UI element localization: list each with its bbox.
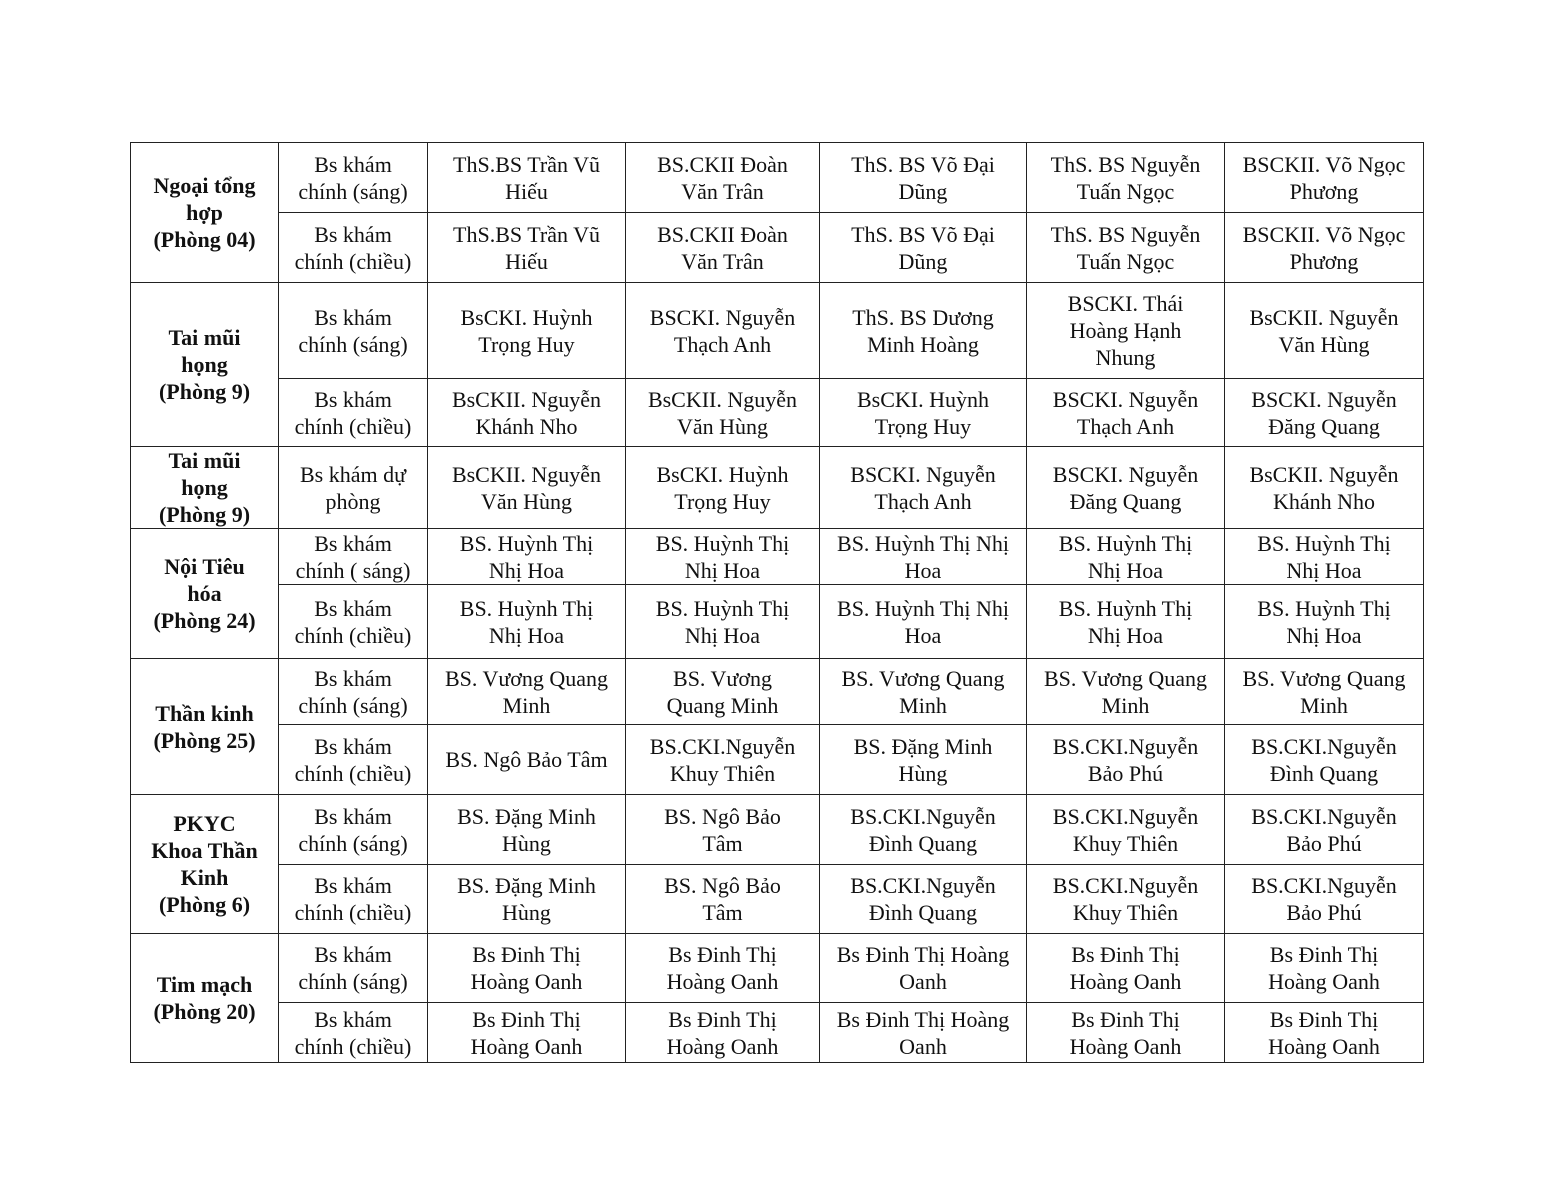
cell-text-line: (Phòng 9): [158, 379, 251, 404]
doctor-cell: [626, 529, 820, 585]
doctor-cell: [1225, 585, 1424, 659]
cell-text-line: chính ( sáng): [295, 557, 411, 583]
role-cell: [279, 529, 428, 585]
doctor-cell: [1225, 725, 1424, 795]
cell-text-line: Dũng: [898, 248, 948, 274]
doctor-cell: [428, 213, 626, 283]
cell-text-line: BsCKI. Huỳnh: [856, 386, 989, 412]
cell-text-line: BS. Huỳnh Thị: [1058, 530, 1193, 556]
cell-text-line: PKYC: [173, 811, 236, 836]
cell-text-line: Hoàng Oanh: [666, 969, 779, 994]
doctor-cell: [626, 447, 820, 529]
cell-text-line: chính (chiều): [294, 900, 412, 925]
cell-text-line: BS. Vương Quang: [444, 665, 609, 691]
cell-text-line: BSCKI. Nguyễn: [649, 304, 796, 330]
cell-text-line: Ngoại tổng: [153, 173, 256, 198]
cell-text-line: Bs khám: [314, 1006, 392, 1032]
cell-text-line: ThS.BS Trần Vũ: [453, 151, 600, 177]
cell-text-line: Hoa: [904, 557, 942, 583]
cell-text-line: (Phòng 20): [153, 999, 256, 1024]
cell-text-line: ThS. BS Võ Đại: [851, 151, 995, 177]
doctor-cell: [820, 585, 1027, 659]
doctor-schedule-table: [130, 142, 1424, 1063]
cell-text-line: ThS. BS Nguyễn: [1050, 221, 1201, 247]
cell-text-line: chính (sáng): [298, 331, 408, 357]
cell-text-line: Văn Hùng: [1278, 331, 1370, 357]
cell-text-line: Minh: [1101, 692, 1150, 718]
department-cell: [131, 795, 279, 934]
doctor-cell: [428, 865, 626, 934]
cell-text-line: Thạch Anh: [673, 331, 772, 357]
cell-text-line: Hùng: [502, 830, 551, 856]
cell-text-line: BS.CKI.Nguyễn: [1052, 803, 1199, 829]
cell-text-line: BS. Huỳnh Thị: [1257, 595, 1391, 621]
cell-text-line: Bs Đinh Thị: [668, 942, 777, 967]
role-cell: [279, 795, 428, 865]
cell-text-line: Đăng Quang: [1268, 413, 1380, 439]
cell-text-line: (Phòng 9): [158, 502, 251, 527]
cell-text-line: Bs Đinh Thị: [472, 1006, 581, 1032]
cell-text-line: BS.CKI.Nguyễn: [1251, 733, 1397, 759]
doctor-cell: [820, 283, 1027, 379]
cell-text-line: BsCKII. Nguyễn: [451, 461, 602, 487]
department-cell: [131, 529, 279, 659]
doctor-cell: [428, 529, 626, 585]
cell-text-line: chính (sáng): [298, 692, 408, 718]
cell-text-line: BS. Ngô Bảo: [664, 873, 781, 898]
doctor-cell: [428, 585, 626, 659]
doctor-cell: [1225, 143, 1424, 213]
cell-text-line: Tim mạch: [156, 972, 253, 997]
cell-text-line: chính (sáng): [298, 830, 408, 856]
doctor-cell: [1225, 865, 1424, 934]
cell-text-line: Văn Trân: [681, 248, 764, 274]
role-cell: [279, 143, 428, 213]
cell-text-line: Bs khám: [314, 221, 392, 247]
doctor-cell: [1027, 865, 1225, 934]
role-cell: [279, 447, 428, 529]
cell-text-line: BS. Vương Quang: [1242, 665, 1406, 691]
table-row: [131, 795, 1424, 865]
table-row: [131, 447, 1424, 529]
cell-text-line: Bs khám: [314, 530, 392, 556]
cell-text-line: Tai mũi: [168, 448, 241, 473]
cell-text-line: Hoàng Oanh: [470, 1033, 583, 1059]
cell-text-line: BsCKII. Nguyễn: [1249, 304, 1399, 330]
cell-text-line: BS.CKI.Nguyễn: [1052, 873, 1199, 898]
cell-text-line: chính (chiều): [294, 760, 412, 786]
doctor-cell: [1027, 1003, 1225, 1063]
cell-text-line: ThS. BS Võ Đại: [851, 221, 995, 247]
cell-text-line: BS.CKI.Nguyễn: [850, 873, 996, 898]
cell-text-line: Khuy Thiên: [1072, 830, 1179, 856]
cell-text-line: Bảo Phú: [1087, 760, 1164, 786]
doctor-cell: [1027, 795, 1225, 865]
cell-text-line: BSCKII. Võ Ngọc: [1242, 151, 1406, 177]
cell-text-line: Hoàng Oanh: [470, 969, 583, 994]
cell-text-line: BS. Huỳnh Thị: [1058, 595, 1193, 621]
cell-text-line: Khuy Thiên: [1072, 900, 1179, 925]
cell-text-line: BS. Ngô Bảo: [664, 803, 781, 829]
cell-text-line: Bs Đinh Thị: [1269, 942, 1379, 967]
cell-text-line: Tai mũi: [168, 325, 241, 350]
cell-text-line: BS. Ngô Bảo Tâm: [445, 747, 608, 772]
cell-text-line: Hoàng Oanh: [1268, 1033, 1380, 1059]
cell-text-line: Bs Đinh Thị: [1269, 1006, 1379, 1032]
cell-text-line: Nhị Hoa: [1286, 622, 1362, 648]
cell-text-line: Hoàng Hạnh: [1069, 318, 1182, 343]
cell-text-line: BS.CKII Đoàn: [657, 151, 788, 177]
cell-text-line: BsCKII. Nguyễn: [1249, 461, 1399, 487]
cell-text-line: (Phòng 24): [153, 608, 256, 633]
role-cell: [279, 865, 428, 934]
cell-text-line: Hiếu: [505, 178, 548, 204]
cell-text-line: BsCKII. Nguyễn: [647, 386, 798, 412]
cell-text-line: Nhung: [1095, 345, 1156, 370]
cell-text-line: BSCKI. Nguyễn: [850, 461, 996, 487]
doctor-cell: [820, 1003, 1027, 1063]
cell-text-line: Thần kinh: [155, 700, 254, 726]
doctor-cell: [626, 1003, 820, 1063]
cell-text-line: Bs khám: [314, 803, 392, 829]
cell-text-line: Kinh: [180, 865, 229, 890]
table-row: [131, 1003, 1424, 1063]
doctor-cell: [1225, 283, 1424, 379]
cell-text-line: Bs Đinh Thị: [668, 1006, 777, 1032]
cell-text-line: BS. Huỳnh Thị: [1257, 530, 1391, 556]
doctor-cell: [428, 379, 626, 447]
cell-text-line: Đình Quang: [868, 900, 978, 925]
doctor-cell: [626, 934, 820, 1003]
cell-text-line: BS. Vương: [673, 665, 772, 691]
table-row: [131, 865, 1424, 934]
cell-text-line: ThS. BS Nguyễn: [1050, 151, 1201, 177]
table-row: [131, 659, 1424, 725]
cell-text-line: Nhị Hoa: [1087, 622, 1164, 648]
cell-text-line: BS. Huỳnh Thị: [655, 595, 790, 621]
role-cell: [279, 1003, 428, 1063]
role-cell: [279, 585, 428, 659]
cell-text-line: Bs Đinh Thị Hoàng: [836, 1006, 1010, 1032]
cell-text-line: BSCKI. Nguyễn: [1052, 386, 1199, 412]
doctor-cell: [1027, 213, 1225, 283]
cell-text-line: (Phòng 04): [153, 227, 256, 252]
cell-text-line: Bs khám: [314, 873, 392, 898]
doctor-cell: [1225, 1003, 1424, 1063]
cell-text-line: BS.CKI.Nguyễn: [1251, 873, 1397, 898]
doctor-cell: [1225, 659, 1424, 725]
cell-text-line: Trọng Huy: [874, 413, 972, 439]
doctor-cell: [428, 447, 626, 529]
doctor-cell: [820, 213, 1027, 283]
cell-text-line: Bs khám: [314, 595, 392, 621]
cell-text-line: họng: [181, 475, 228, 500]
cell-text-line: Đình Quang: [868, 830, 978, 856]
cell-text-line: Khánh Nho: [1272, 488, 1376, 514]
cell-text-line: Nhị Hoa: [684, 622, 761, 648]
cell-text-line: Oanh: [899, 1033, 947, 1059]
cell-text-line: BsCKII. Nguyễn: [451, 386, 602, 412]
doctor-cell: [1225, 447, 1424, 529]
table-row: [131, 934, 1424, 1003]
cell-text-line: Bs Đinh Thị: [472, 942, 581, 967]
doctor-cell: [626, 659, 820, 725]
cell-text-line: Bs Đinh Thị: [1071, 1006, 1180, 1032]
cell-text-line: BS. Vương Quang: [841, 665, 1005, 691]
cell-text-line: Bs khám: [314, 942, 392, 967]
cell-text-line: Thạch Anh: [874, 488, 972, 514]
role-cell: [279, 213, 428, 283]
cell-text-line: chính (chiều): [294, 1033, 412, 1059]
doctor-cell: [820, 795, 1027, 865]
cell-text-line: Trọng Huy: [478, 331, 575, 357]
doctor-cell: [820, 447, 1027, 529]
cell-text-line: Nhị Hoa: [1087, 557, 1164, 583]
doctor-cell: [820, 143, 1027, 213]
cell-text-line: Minh: [1300, 692, 1348, 718]
cell-text-line: Khánh Nho: [475, 413, 578, 439]
cell-text-line: Bảo Phú: [1286, 900, 1362, 925]
doctor-cell: [1027, 143, 1225, 213]
table-row: [131, 143, 1424, 213]
department-cell: [131, 934, 279, 1063]
cell-text-line: BS. Đặng Minh: [457, 873, 596, 898]
doctor-cell: [1225, 213, 1424, 283]
cell-text-line: Nhị Hoa: [488, 622, 565, 648]
cell-text-line: Hoàng Oanh: [666, 1033, 779, 1059]
doctor-cell: [626, 143, 820, 213]
cell-text-line: Dũng: [898, 178, 948, 204]
role-cell: [279, 725, 428, 795]
cell-text-line: Hùng: [502, 900, 551, 925]
role-cell: [279, 659, 428, 725]
cell-text-line: Minh: [899, 692, 947, 718]
cell-text-line: Bs khám: [314, 304, 392, 330]
doctor-cell: [820, 379, 1027, 447]
doctor-cell: [626, 585, 820, 659]
cell-text-line: Tâm: [702, 900, 743, 925]
cell-text-line: Bs khám dự: [299, 461, 407, 487]
doctor-cell: [1027, 283, 1225, 379]
cell-text-line: BS.CKI.Nguyễn: [1052, 733, 1199, 759]
cell-text-line: Đăng Quang: [1069, 488, 1182, 514]
cell-text-line: BS. Vương Quang: [1043, 665, 1208, 691]
doctor-cell: [626, 213, 820, 283]
cell-text-line: BS. Huỳnh Thị: [655, 530, 790, 556]
cell-text-line: BsCKI. Huỳnh: [656, 461, 789, 487]
doctor-cell: [1225, 379, 1424, 447]
cell-text-line: BS. Huỳnh Thị: [459, 530, 594, 556]
cell-text-line: BsCKI. Huỳnh: [460, 304, 593, 330]
cell-text-line: Văn Hùng: [676, 413, 769, 439]
cell-text-line: hợp: [186, 200, 223, 225]
cell-text-line: Oanh: [899, 969, 947, 994]
cell-text-line: chính (sáng): [298, 969, 408, 994]
doctor-cell: [626, 725, 820, 795]
cell-text-line: Bs khám: [314, 665, 392, 691]
doctor-cell: [428, 1003, 626, 1063]
cell-text-line: BSCKI. Nguyễn: [1052, 461, 1199, 487]
cell-text-line: Phương: [1289, 178, 1359, 204]
cell-text-line: chính (chiều): [294, 413, 412, 439]
table-row: [131, 283, 1424, 379]
table-row: [131, 529, 1424, 585]
role-cell: [279, 283, 428, 379]
cell-text-line: Hiếu: [505, 248, 548, 274]
role-cell: [279, 934, 428, 1003]
cell-text-line: chính (chiều): [294, 248, 412, 274]
cell-text-line: Minh: [502, 692, 551, 718]
cell-text-line: Bs khám: [314, 151, 392, 177]
cell-text-line: BS.CKI.Nguyễn: [649, 733, 796, 759]
cell-text-line: phòng: [325, 488, 381, 514]
doctor-cell: [1027, 725, 1225, 795]
cell-text-line: BS.CKI.Nguyễn: [850, 803, 996, 829]
cell-text-line: Nội Tiêu: [164, 554, 245, 579]
cell-text-line: Hoàng Oanh: [1268, 969, 1380, 994]
doctor-cell: [626, 283, 820, 379]
cell-text-line: Hoa: [904, 622, 942, 648]
cell-text-line: Thạch Anh: [1076, 413, 1175, 439]
cell-text-line: BS. Huỳnh Thị Nhị: [837, 595, 1009, 621]
cell-text-line: Đình Quang: [1269, 760, 1379, 786]
doctor-cell: [1027, 585, 1225, 659]
cell-text-line: Phương: [1289, 248, 1359, 274]
cell-text-line: BS. Đặng Minh: [853, 733, 993, 759]
doctor-cell: [428, 795, 626, 865]
doctor-cell: [1027, 659, 1225, 725]
cell-text-line: Văn Hùng: [480, 488, 573, 514]
cell-text-line: họng: [181, 352, 228, 377]
cell-text-line: ThS. BS Dương: [852, 304, 994, 330]
cell-text-line: BS. Huỳnh Thị Nhị: [837, 530, 1009, 556]
doctor-cell: [820, 865, 1027, 934]
cell-text-line: Nhị Hoa: [1286, 557, 1362, 583]
cell-text-line: BSCKI. Thái: [1067, 291, 1184, 316]
cell-text-line: chính (sáng): [298, 178, 408, 204]
doctor-cell: [428, 143, 626, 213]
department-cell: [131, 447, 279, 529]
role-cell: [279, 379, 428, 447]
table-row: [131, 585, 1424, 659]
table-row: [131, 213, 1424, 283]
cell-text-line: Hoàng Oanh: [1069, 969, 1182, 994]
table-row: [131, 725, 1424, 795]
cell-text-line: BS. Đặng Minh: [457, 803, 596, 829]
doctor-cell: [428, 283, 626, 379]
cell-text-line: BS.CKII Đoàn: [657, 221, 788, 247]
cell-text-line: Bs khám: [314, 733, 392, 759]
doctor-cell: [1027, 379, 1225, 447]
cell-text-line: Tâm: [702, 830, 743, 856]
doctor-cell: [820, 934, 1027, 1003]
cell-text-line: chính (chiều): [294, 622, 412, 648]
cell-text-line: BSCKII. Võ Ngọc: [1242, 221, 1406, 247]
doctor-cell: [1225, 795, 1424, 865]
doctor-cell: [626, 795, 820, 865]
doctor-cell: [820, 659, 1027, 725]
cell-text-line: hóa: [187, 581, 222, 606]
doctor-cell: [626, 379, 820, 447]
table-row: [131, 379, 1424, 447]
cell-text-line: Hoàng Oanh: [1069, 1033, 1182, 1059]
doctor-cell: [1027, 447, 1225, 529]
cell-text-line: Quang Minh: [666, 692, 779, 718]
cell-text-line: Khuy Thiên: [669, 760, 776, 786]
department-cell: [131, 283, 279, 447]
department-cell: [131, 143, 279, 283]
doctor-cell: [428, 934, 626, 1003]
cell-text-line: Minh Hoàng: [867, 331, 979, 357]
cell-text-line: Tuấn Ngọc: [1076, 178, 1175, 204]
doctor-cell: [626, 865, 820, 934]
doctor-cell: [820, 725, 1027, 795]
cell-text-line: BS.CKI.Nguyễn: [1251, 803, 1397, 829]
cell-text-line: Khoa Thần: [151, 838, 258, 863]
cell-text-line: Nhị Hoa: [488, 557, 565, 583]
cell-text-line: ThS.BS Trần Vũ: [453, 221, 600, 247]
cell-text-line: (Phòng 25): [153, 727, 256, 753]
cell-text-line: Bs Đinh Thị Hoàng: [836, 942, 1010, 967]
cell-text-line: (Phòng 6): [158, 892, 251, 917]
cell-text-line: Tuấn Ngọc: [1076, 248, 1175, 274]
cell-text-line: BSCKI. Nguyễn: [1251, 386, 1397, 412]
cell-text-line: BS. Huỳnh Thị: [459, 595, 594, 621]
cell-text-line: Nhị Hoa: [684, 557, 761, 583]
doctor-cell: [820, 529, 1027, 585]
cell-text-line: Bs khám: [314, 386, 392, 412]
doctor-cell: [1225, 529, 1424, 585]
doctor-cell: [428, 725, 626, 795]
cell-text-line: Hùng: [898, 760, 948, 786]
doctor-cell: [428, 659, 626, 725]
department-cell: [131, 659, 279, 795]
doctor-cell: [1027, 529, 1225, 585]
cell-text-line: Trọng Huy: [674, 488, 771, 514]
doctor-cell: [1225, 934, 1424, 1003]
doctor-cell: [1027, 934, 1225, 1003]
cell-text-line: Văn Trân: [681, 178, 764, 204]
cell-text-line: Bảo Phú: [1286, 830, 1362, 856]
schedule-body: [131, 143, 1424, 1063]
cell-text-line: Bs Đinh Thị: [1071, 942, 1180, 967]
